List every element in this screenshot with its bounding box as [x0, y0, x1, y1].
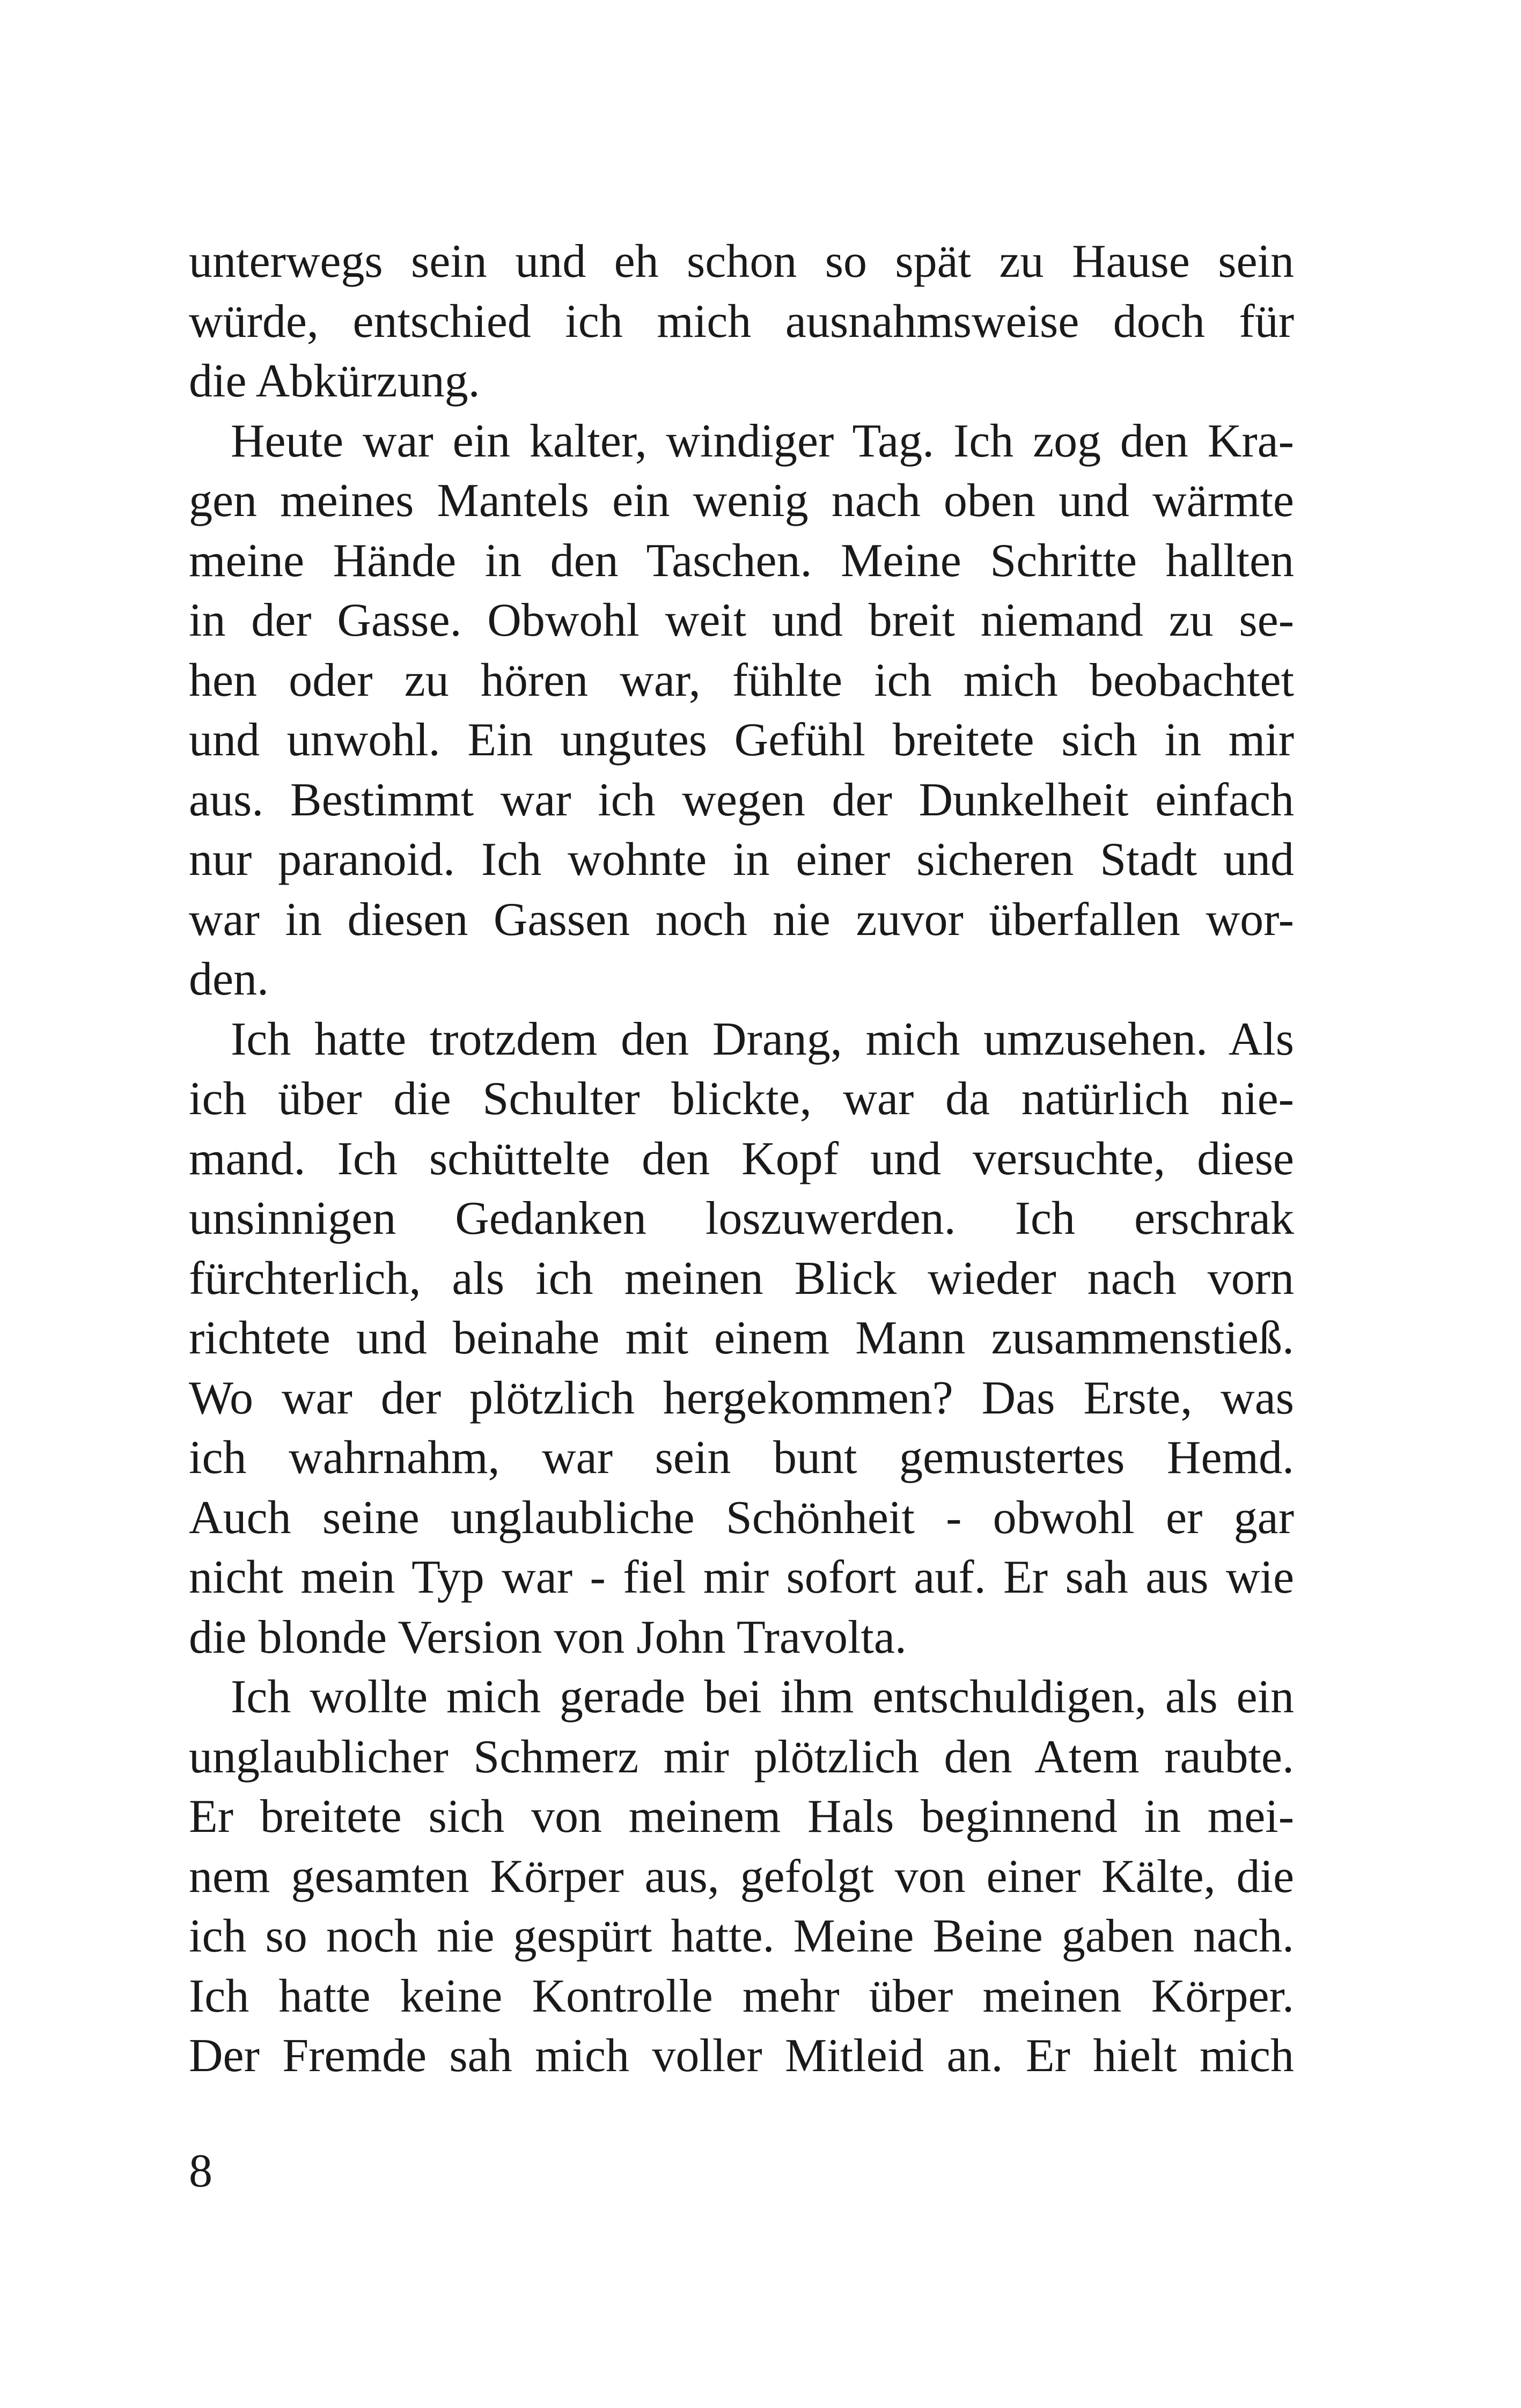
- text-line: gen meines Mantels ein wenig nach oben und wärmte: [189, 475, 1294, 527]
- text-line: unsinnigen Gedanken loszuwerden. Ich erschrak: [189, 1192, 1294, 1244]
- text-line: Heute war ein kalter, windiger Tag. Ich zog den Kra-: [231, 415, 1294, 467]
- text-line: mand. Ich schüttelte den Kopf und versuchte, diese: [189, 1132, 1294, 1185]
- text-line: ich über die Schulter blickte, war da natürlich nie-: [189, 1073, 1294, 1125]
- text-line: unglaublicher Schmerz mir plötzlich den Atem raubte.: [189, 1730, 1294, 1783]
- text-line: würde, entschied ich mich ausnahmsweise doch für: [189, 295, 1294, 348]
- text-line: richtete und beinahe mit einem Mann zusammenstieß.: [189, 1312, 1294, 1364]
- text-line: Wo war der plötzlich hergekommen? Das Erste, was: [189, 1372, 1294, 1424]
- text-line: fürchterlich, als ich meinen Blick wieder nach vorn: [189, 1252, 1294, 1305]
- text-line: aus. Bestimmt war ich wegen der Dunkelheit einfach: [189, 774, 1294, 826]
- text-line: die Abkürzung.: [189, 355, 480, 407]
- text-line: Der Fremde sah mich voller Mitleid an. Er hielt mich: [189, 2030, 1294, 2082]
- text-line: nem gesamten Körper aus, gefolgt von einer Kälte, die: [189, 1850, 1294, 1903]
- text-line: in der Gasse. Obwohl weit und breit niemand zu se-: [189, 594, 1294, 646]
- body-text: [189, 232, 1294, 2086]
- text-line: Ich wollte mich gerade bei ihm entschuldigen, als ein: [231, 1671, 1294, 1723]
- text-line: hen oder zu hören war, fühlte ich mich beobachtet: [189, 654, 1294, 706]
- text-line: Ich hatte trotzdem den Drang, mich umzusehen. Als: [231, 1013, 1294, 1065]
- text-line: Auch seine unglaubliche Schönheit - obwohl er gar: [189, 1491, 1294, 1544]
- text-line: und unwohl. Ein ungutes Gefühl breitete sich in mir: [189, 714, 1294, 766]
- text-line: ich wahrnahm, war sein bunt gemustertes Hemd.: [189, 1432, 1294, 1484]
- page-number: 8: [189, 2145, 212, 2197]
- text-line: nicht mein Typ war - fiel mir sofort auf. Er sah aus wie: [189, 1551, 1294, 1603]
- text-line: meine Hände in den Taschen. Meine Schritte hallten: [189, 534, 1294, 587]
- text-line: den.: [189, 953, 269, 1005]
- text-line: nur paranoid. Ich wohnte in einer sicheren Stadt und: [189, 834, 1294, 886]
- text-line: war in diesen Gassen noch nie zuvor überfallen wor-: [189, 893, 1294, 946]
- text-line: die blonde Version von John Travolta.: [189, 1611, 907, 1663]
- text-line: Er breitete sich von meinem Hals beginnend in mei-: [189, 1791, 1294, 1843]
- text-line: ich so noch nie gespürt hatte. Meine Beine gaben nach.: [189, 1910, 1294, 1962]
- text-line: Ich hatte keine Kontrolle mehr über meinen Körper.: [189, 1970, 1294, 2022]
- text-line: unterwegs sein und eh schon so spät zu Hause sein: [189, 235, 1294, 288]
